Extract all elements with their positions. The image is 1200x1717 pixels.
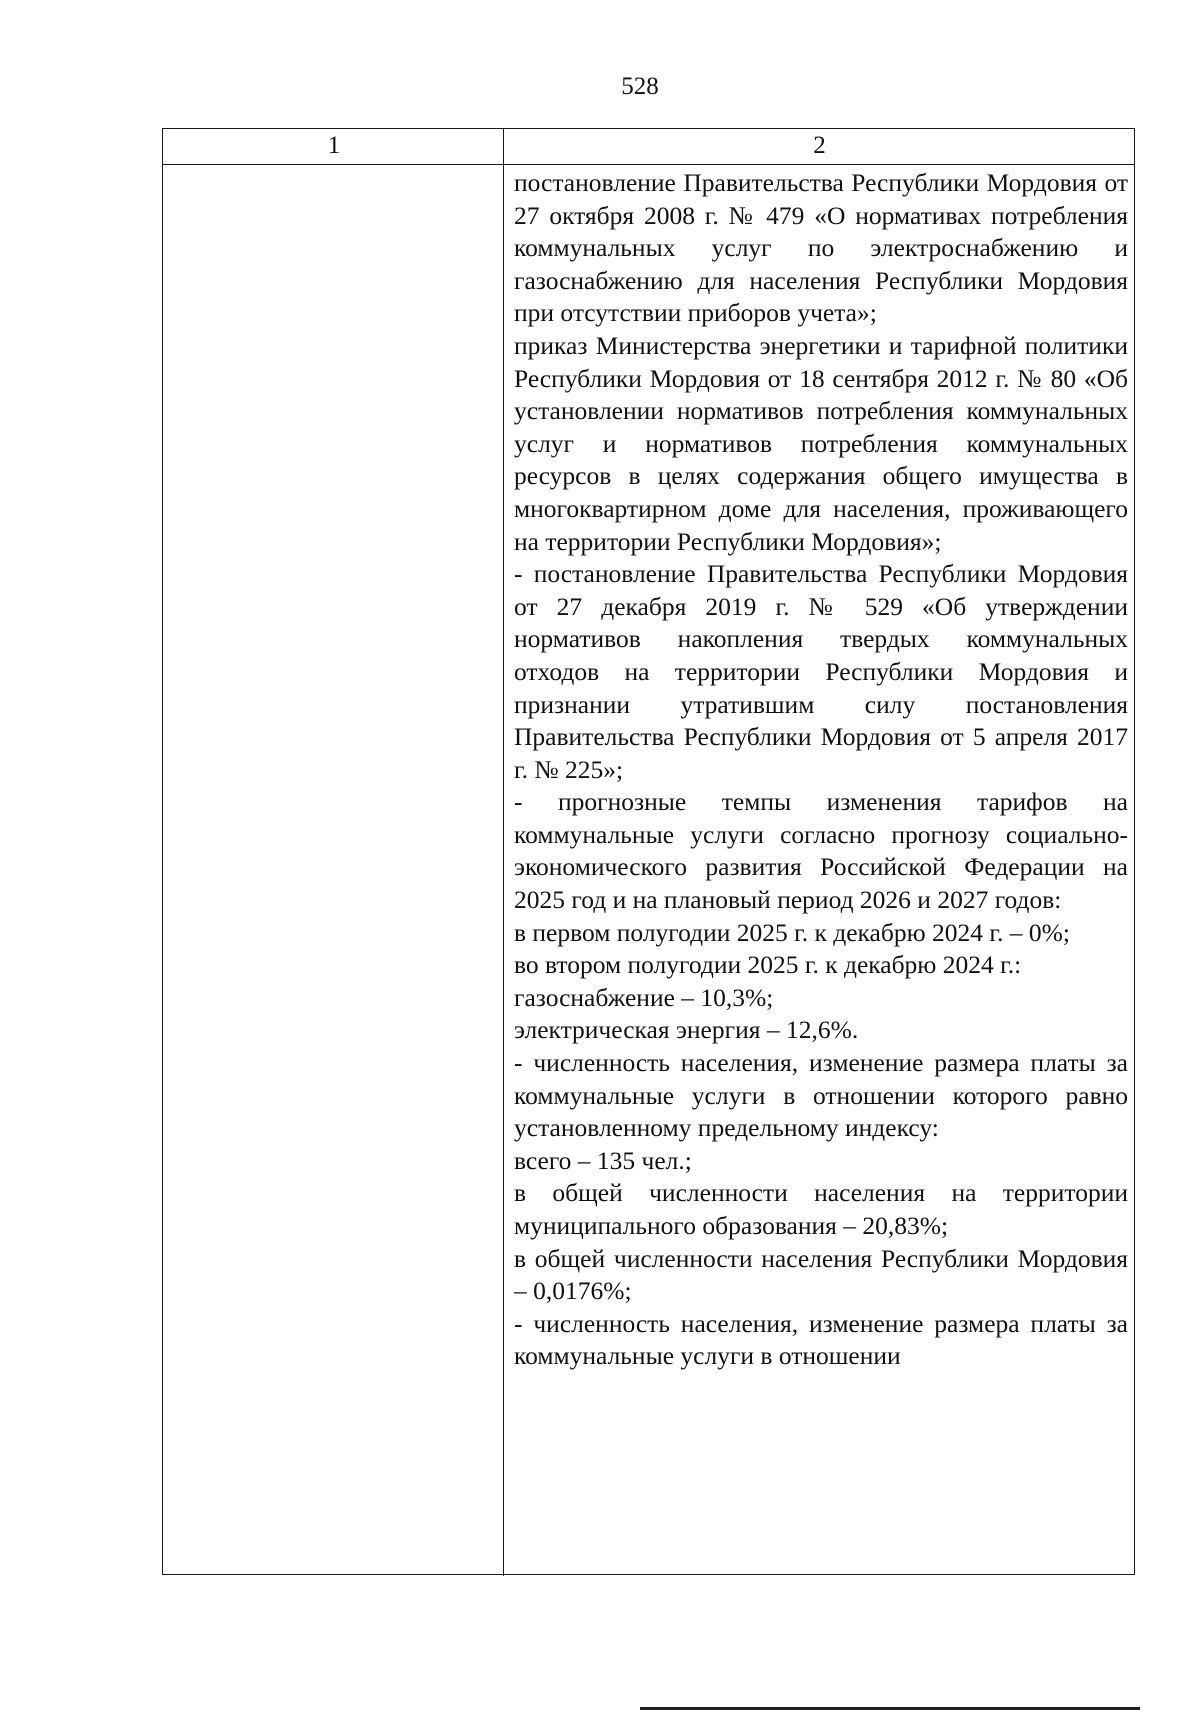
- paragraph-population-equal-index: - численность населения, изменение размера платы за коммунальные услуги в отношении которого равно установленному предельному индексу:: [514, 1048, 1128, 1143]
- column-2-cell: [514, 167, 1128, 1373]
- paragraph-resolution-479: постановление Правительства Республики Мордовия от 27 октября 2008 г. № 479 «О нормативах потребления коммунальных услуг по электроснабжению и газоснабжению для населения Республики Мордовия при отсутствии приборов учета»;: [514, 168, 1128, 328]
- paragraph-gas-supply: газоснабжение – 10,3%;: [514, 982, 774, 1012]
- column-header-1: 1: [327, 132, 341, 159]
- paragraph-second-half-2025: во втором полугодии 2025 г. к декабрю 2024 г.:: [514, 950, 1022, 980]
- scan-edge-line: [640, 1707, 1140, 1710]
- paragraph-electric-energy: электрическая энергия – 12,6%.: [514, 1015, 859, 1045]
- document-table: [162, 128, 1135, 1575]
- paragraph-share-municipality: в общей численности населения на территории муниципального образования – 20,83%;: [514, 1178, 1128, 1240]
- paragraph-first-half-2025: в первом полугодии 2025 г. к декабрю 2024 г. – 0%;: [514, 917, 1070, 947]
- paragraph-total-people: всего – 135 чел.;: [514, 1145, 692, 1175]
- table-header-row: [163, 129, 1134, 165]
- column-divider: [503, 129, 504, 1576]
- paragraph-share-republic: в общей численности населения Республики Мордовия – 0,0176%;: [514, 1243, 1128, 1306]
- paragraph-population-continued: - численность населения, изменение размера платы за коммунальные услуги в отношении: [514, 1308, 1128, 1371]
- paragraph-tariff-forecast: - прогнозные темпы изменения тарифов на коммунальные услуги согласно прогнозу социально-экономического развития Российской Федерации на 2025 год и на плановый период 2026 и 2027 годов:: [514, 787, 1128, 915]
- paragraph-order-80: приказ Министерства энергетики и тарифной политики Республики Мордовия от 18 сентября 2012 г. № 80 «Об установлении нормативов потребления коммунальных услуг и нормативов потребления коммунальных ресурсов в целях содержания общего имущества в многоквартирном доме для населения, проживающего на территории Республики Мордовия»;: [514, 330, 1128, 556]
- page-number: 528: [621, 73, 659, 100]
- column-header-2: 2: [813, 132, 826, 159]
- paragraph-resolution-529: - постановление Правительства Республики Мордовия от 27 декабря 2019 г. № 529 «Об утверждении нормативов накопления твердых коммунальных отходов на территории Республики Мордовия и признании утратившим силу постановления Правительства Республики Мордовия от 5 апреля 2017 г. № 225»;: [514, 559, 1128, 784]
